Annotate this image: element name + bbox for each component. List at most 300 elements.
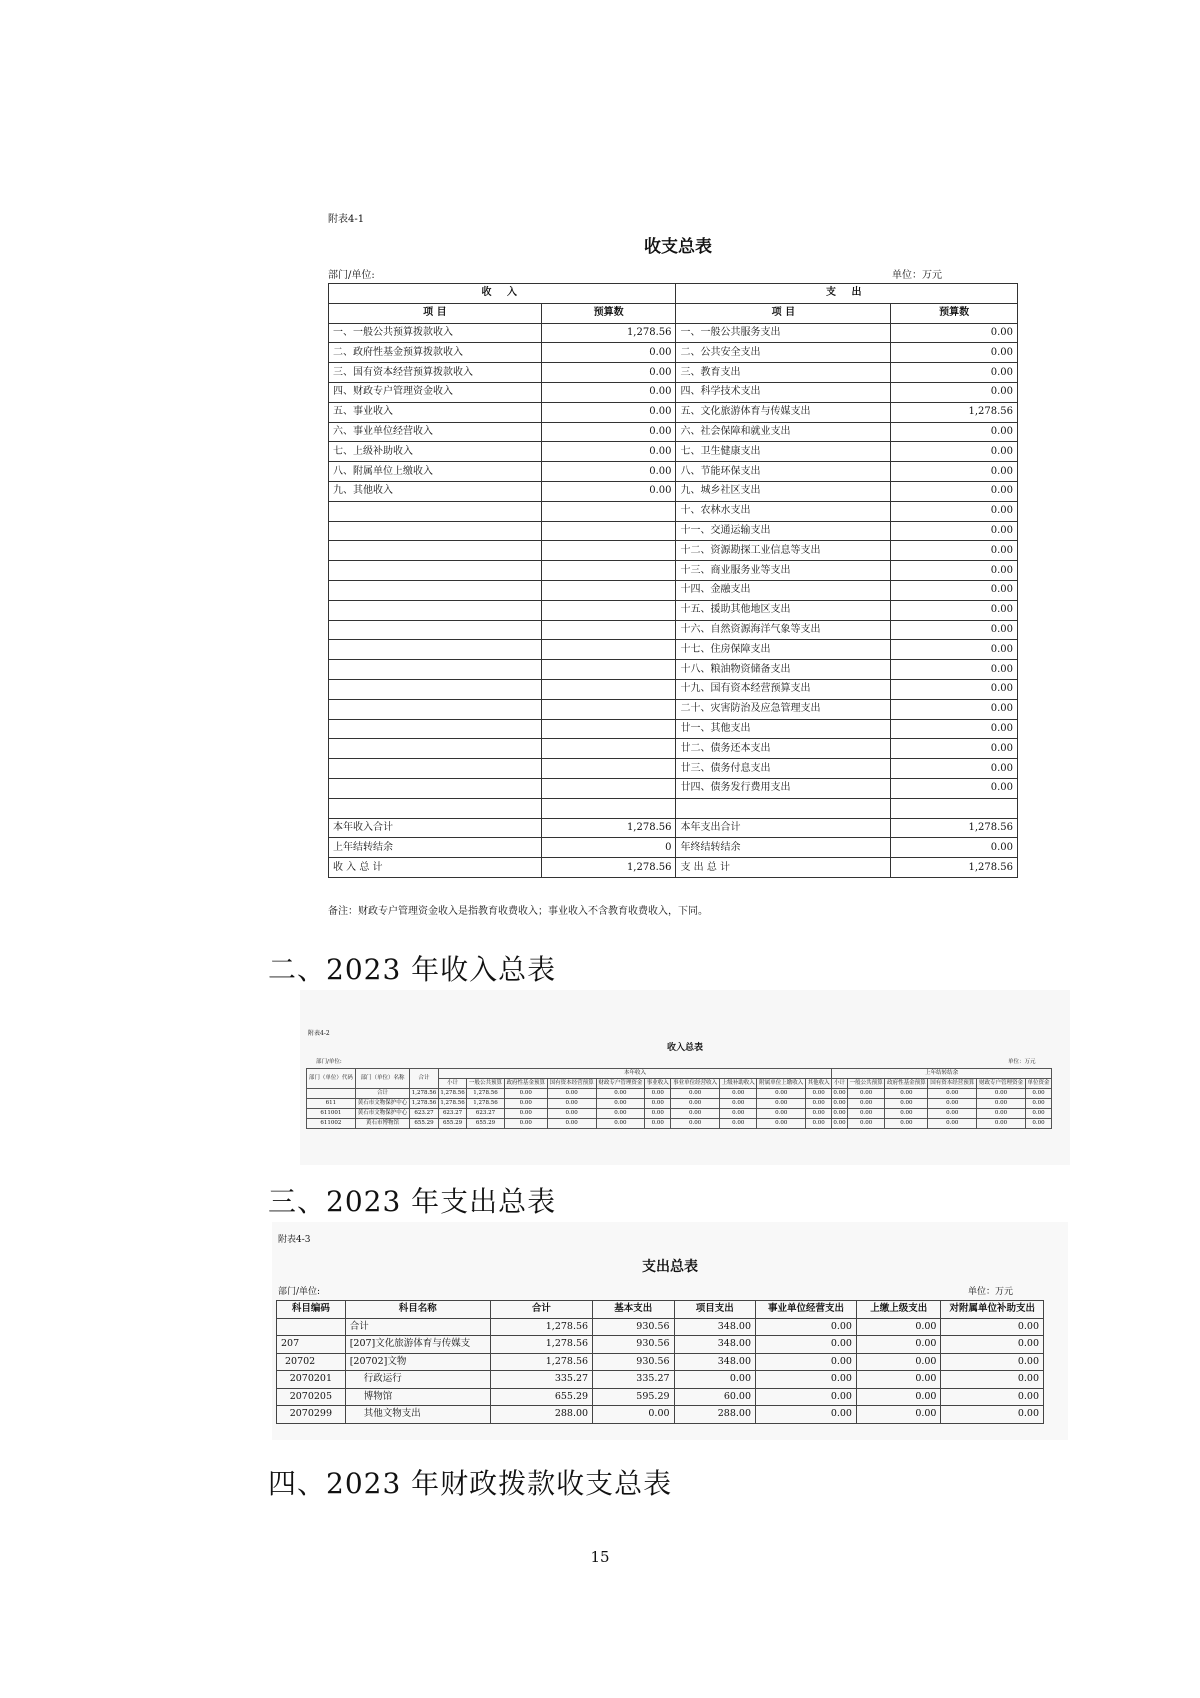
t3-cell: 2070201	[277, 1371, 346, 1389]
income-item-cell	[329, 679, 542, 699]
table-row	[277, 1353, 1044, 1371]
section3-heading: 三、2023 年支出总表	[268, 1185, 557, 1218]
income-item-cell	[329, 719, 542, 739]
income-budget-cell: 0.00	[541, 442, 676, 462]
income-budget-cell	[541, 778, 676, 798]
t2-subheader-cell: 政府性基金预算	[504, 1079, 547, 1089]
t2-cell: 0.00	[806, 1099, 832, 1109]
expense-budget-cell: 0.00	[891, 580, 1018, 600]
expense-item-cell: 廿三、债务付息支出	[676, 759, 891, 779]
income-item-cell: 六、事业单位经营收入	[329, 422, 542, 442]
t2-cell: 0.00	[928, 1109, 977, 1119]
expense-budget-cell: 0.00	[891, 462, 1018, 482]
t2-cell: 0.00	[928, 1089, 977, 1099]
t3-cell: 0.00	[856, 1353, 940, 1371]
income-summary-table	[306, 1068, 1052, 1129]
expense-budget-cell: 0.00	[891, 679, 1018, 699]
income-item-cell	[329, 640, 542, 660]
table3-title: 支出总表	[642, 1259, 698, 1275]
annex-label-2: 附表4-2	[308, 1030, 330, 1037]
income-item-cell	[329, 778, 542, 798]
t2-subheader-cell: 国有资本经营预算	[547, 1079, 596, 1089]
expense-item-cell: 廿二、债务还本支出	[676, 739, 891, 759]
t3-cell: 0.00	[941, 1388, 1044, 1406]
t2-cell: 0.00	[504, 1089, 547, 1099]
income-budget-cell	[541, 600, 676, 620]
t2-cell: 0.00	[671, 1089, 720, 1099]
t2-cell: 623.27	[438, 1109, 467, 1119]
t2-cell: 623.27	[410, 1109, 439, 1119]
t2-cell: 黄石市文物保护中心	[355, 1099, 409, 1109]
income-budget-cell: 0.00	[541, 382, 676, 402]
expense-item-cell: 十九、国有资本经营预算支出	[676, 679, 891, 699]
t3-cell: 0.00	[941, 1336, 1044, 1354]
expense-budget-cell: 1,278.56	[891, 858, 1018, 878]
table-row	[329, 323, 1018, 343]
expense-budget-cell: 0.00	[891, 660, 1018, 680]
income-budget-cell: 0.00	[541, 363, 676, 383]
t3-header-cell: 项目支出	[674, 1301, 755, 1319]
t3-header-cell: 事业单位经营支出	[756, 1301, 857, 1319]
t2-cell: 0.00	[977, 1089, 1026, 1099]
t3-cell: 930.56	[593, 1318, 674, 1336]
t2-cell: 0.00	[645, 1119, 671, 1129]
t2-subheader-cell: 其他收入	[806, 1079, 832, 1089]
t3-cell: 0.00	[856, 1388, 940, 1406]
section2-heading: 二、2023 年收入总表	[268, 953, 557, 986]
expense-item-cell: 十二、资源勘探工业信息等支出	[676, 541, 891, 561]
t2-cell: 合计	[355, 1089, 409, 1099]
col-item-income: 项 目	[329, 303, 542, 323]
t2-subheader-cell: 上级补助收入	[720, 1079, 757, 1089]
t2-cell: 0.00	[645, 1109, 671, 1119]
expense-item-cell: 二、公共安全支出	[676, 343, 891, 363]
table-row	[277, 1336, 1044, 1354]
t2-cell: 黄石市博物馆	[355, 1119, 409, 1129]
t3-cell: 2070205	[277, 1388, 346, 1406]
income-item-cell: 上年结转结余	[329, 838, 542, 858]
t2-cell: 0.00	[720, 1089, 757, 1099]
expense-budget-cell: 1,278.56	[891, 402, 1018, 422]
t3-cell: [207]文化旅游体育与传媒支	[345, 1336, 490, 1354]
income-budget-cell: 0.00	[541, 422, 676, 442]
t2-cell: 0.00	[928, 1099, 977, 1109]
table2-dept-label: 部门/单位:	[316, 1059, 342, 1065]
t3-cell: 348.00	[674, 1336, 755, 1354]
income-item-cell	[329, 699, 542, 719]
expense-item-cell: 十一、交通运输支出	[676, 521, 891, 541]
table-row	[307, 1109, 1052, 1119]
income-item-cell: 三、国有资本经营预算拨款收入	[329, 363, 542, 383]
table-row	[329, 442, 1018, 462]
t3-cell	[277, 1318, 346, 1336]
t2-cell: 0.00	[832, 1119, 848, 1129]
table2-unit-label: 单位：万元	[1008, 1059, 1036, 1065]
income-item-cell	[329, 620, 542, 640]
expense-item-cell: 十八、粮油物资储备支出	[676, 660, 891, 680]
t2-cell: 0.00	[671, 1119, 720, 1129]
t2-cell: 0.00	[977, 1109, 1026, 1119]
t2-cell: 0.00	[547, 1089, 596, 1099]
t3-header-cell: 基本支出	[593, 1301, 674, 1319]
expense-item-cell: 十六、自然资源海洋气象等支出	[676, 620, 891, 640]
table-row	[329, 462, 1018, 482]
t2-cell: 0.00	[757, 1089, 806, 1099]
t3-cell: 335.27	[593, 1371, 674, 1389]
t2-subheader-cell: 小计	[438, 1079, 467, 1089]
expense-summary-table	[276, 1300, 1044, 1424]
expense-item-cell: 五、文化旅游体育与传媒支出	[676, 402, 891, 422]
expense-item-cell: 四、科学技术支出	[676, 382, 891, 402]
t2-cell: 0.00	[596, 1119, 645, 1129]
t2-subheader-cell: 一般公共预算	[847, 1079, 884, 1089]
t3-cell: 0.00	[756, 1371, 857, 1389]
t2-cell: 0.00	[671, 1099, 720, 1109]
income-item-cell: 五、事业收入	[329, 402, 542, 422]
t3-cell: 其他文物支出	[345, 1406, 490, 1424]
income-item-cell	[329, 660, 542, 680]
t3-cell: 0.00	[941, 1353, 1044, 1371]
t2-cell: 0.00	[757, 1119, 806, 1129]
table2-title: 收入总表	[666, 1043, 703, 1053]
expense-budget-cell: 0.00	[891, 382, 1018, 402]
t2-cell: 1,278.56	[467, 1089, 504, 1099]
t3-cell: 行政运行	[345, 1371, 490, 1389]
expense-budget-cell: 0.00	[891, 481, 1018, 501]
table-row	[329, 541, 1018, 561]
t3-cell: 930.56	[593, 1336, 674, 1354]
annex-label-3: 附表4-3	[278, 1235, 311, 1245]
expense-budget-cell: 0.00	[891, 521, 1018, 541]
expense-budget-cell: 0.00	[891, 600, 1018, 620]
t2-cell: 1,278.56	[438, 1089, 467, 1099]
table-row	[329, 620, 1018, 640]
t2-cell: 655.29	[410, 1119, 439, 1129]
expense-budget-cell: 0.00	[891, 640, 1018, 660]
t2-subheader-cell: 事业收入	[645, 1079, 671, 1089]
table1-title: 收支总表	[644, 237, 712, 257]
income-budget-cell: 1,278.56	[541, 858, 676, 878]
t3-cell: 348.00	[674, 1353, 755, 1371]
income-budget-cell	[541, 739, 676, 759]
income-item-cell	[329, 561, 542, 581]
t3-cell: 595.29	[593, 1388, 674, 1406]
income-item-cell: 四、财政专户管理资金收入	[329, 382, 542, 402]
expense-budget-cell: 0.00	[891, 343, 1018, 363]
table-row	[329, 719, 1018, 739]
table-row	[329, 382, 1018, 402]
t2-cell: 655.29	[438, 1119, 467, 1129]
expense-header: 支 出	[676, 284, 1018, 304]
t2-cell: 0.00	[977, 1119, 1026, 1129]
expense-item-cell: 八、节能环保支出	[676, 462, 891, 482]
income-budget-cell	[541, 501, 676, 521]
t3-cell: 0.00	[593, 1406, 674, 1424]
expense-item-cell: 七、卫生健康支出	[676, 442, 891, 462]
income-expense-summary-table	[328, 283, 1018, 878]
t2-cell: 0.00	[720, 1109, 757, 1119]
t2-subheader-cell: 附属单位上缴收入	[757, 1079, 806, 1089]
table1-note: 备注：财政专户管理资金收入是指教育收费收入；事业收入不含教育收费收入，下同。	[328, 906, 708, 917]
t2-cell: 1,278.56	[467, 1099, 504, 1109]
income-item-cell	[329, 600, 542, 620]
t3-cell: 1,278.56	[490, 1318, 592, 1336]
income-item-cell	[329, 541, 542, 561]
t2-cell: 623.27	[467, 1109, 504, 1119]
t2-cell: 0.00	[547, 1099, 596, 1109]
income-budget-cell	[541, 699, 676, 719]
t2-cell: 611002	[307, 1119, 356, 1129]
income-item-cell	[329, 580, 542, 600]
t2-subheader-cell: 财政专户管理资金	[596, 1079, 645, 1089]
t3-cell: 60.00	[674, 1388, 755, 1406]
income-item-cell: 本年收入合计	[329, 818, 542, 838]
t2-cell: 0.00	[1025, 1119, 1051, 1129]
t2-cell: 0.00	[720, 1119, 757, 1129]
table-row	[307, 1089, 1052, 1099]
income-item-cell: 二、政府性基金预算拨款收入	[329, 343, 542, 363]
t2-cell: 0.00	[832, 1089, 848, 1099]
t2-cell: 0.00	[885, 1099, 928, 1109]
income-item-cell	[329, 798, 542, 818]
t3-cell: 2070299	[277, 1406, 346, 1424]
table-row	[329, 838, 1018, 858]
income-item-cell	[329, 501, 542, 521]
t3-cell: 1,278.56	[490, 1336, 592, 1354]
table1-dept-label: 部门/单位:	[328, 270, 375, 281]
t3-cell: 20702	[277, 1353, 346, 1371]
t2-subheader-cell: 事业单位经营收入	[671, 1079, 720, 1089]
t2-cell: 611	[307, 1099, 356, 1109]
t2-cell: 0.00	[885, 1119, 928, 1129]
income-budget-cell: 0.00	[541, 343, 676, 363]
t2-cell: 0.00	[928, 1119, 977, 1129]
t2-cell: 611001	[307, 1109, 356, 1119]
expense-budget-cell: 0.00	[891, 501, 1018, 521]
t3-header-cell: 对附属单位补助支出	[941, 1301, 1044, 1319]
col-item-expense: 项 目	[676, 303, 891, 323]
page-number: 15	[590, 1548, 610, 1566]
income-budget-cell	[541, 580, 676, 600]
t3-cell: 0.00	[674, 1371, 755, 1389]
t2-cell: 0.00	[596, 1109, 645, 1119]
table-row	[329, 739, 1018, 759]
table-row	[277, 1371, 1044, 1389]
income-header: 收 入	[329, 284, 676, 304]
expense-budget-cell: 0.00	[891, 759, 1018, 779]
t2-cell: 1,278.56	[410, 1089, 439, 1099]
expense-budget-cell	[891, 798, 1018, 818]
expense-budget-cell: 0.00	[891, 620, 1018, 640]
t2-cell: 0.00	[645, 1099, 671, 1109]
t3-cell: 348.00	[674, 1318, 755, 1336]
income-item-cell	[329, 739, 542, 759]
income-budget-cell	[541, 561, 676, 581]
section4-heading: 四、2023 年财政拨款收支总表	[268, 1467, 673, 1500]
income-budget-cell: 1,278.56	[541, 818, 676, 838]
table-row	[329, 521, 1018, 541]
t2-group-current: 本年收入	[438, 1069, 831, 1079]
income-item-cell: 一、一般公共预算拨款收入	[329, 323, 542, 343]
t3-cell: 930.56	[593, 1353, 674, 1371]
expense-item-cell: 九、城乡社区支出	[676, 481, 891, 501]
t3-cell: 0.00	[856, 1318, 940, 1336]
expense-item-cell: 十七、住房保障支出	[676, 640, 891, 660]
expense-item-cell: 一、一般公共服务支出	[676, 323, 891, 343]
t2-cell: 0.00	[720, 1099, 757, 1109]
t3-cell: 0.00	[756, 1336, 857, 1354]
t2-cell: 0.00	[847, 1089, 884, 1099]
t2-cell: 0.00	[504, 1119, 547, 1129]
expense-budget-cell: 0.00	[891, 739, 1018, 759]
income-item-cell: 九、其他收入	[329, 481, 542, 501]
expense-budget-cell: 0.00	[891, 719, 1018, 739]
expense-item-cell: 二十、灾害防治及应急管理支出	[676, 699, 891, 719]
table1-unit-label: 单位：万元	[892, 270, 942, 281]
t2-cell: 0.00	[885, 1089, 928, 1099]
table-row	[277, 1406, 1044, 1424]
t2-col-total: 合计	[410, 1069, 439, 1089]
income-budget-cell	[541, 798, 676, 818]
t3-cell: 0.00	[941, 1371, 1044, 1389]
t2-subheader-cell: 国有资本经营预算	[928, 1079, 977, 1089]
t2-cell: 0.00	[832, 1099, 848, 1109]
table-row	[329, 481, 1018, 501]
expense-item-cell: 廿一、其他支出	[676, 719, 891, 739]
t2-subheader-cell: 财政专户管理资金	[977, 1079, 1026, 1089]
t3-header-cell: 上缴上级支出	[856, 1301, 940, 1319]
t2-cell: 0.00	[757, 1109, 806, 1119]
t2-cell: 655.29	[467, 1119, 504, 1129]
t2-col-code: 部门（单位）代码	[307, 1069, 356, 1089]
t2-cell: 0.00	[504, 1099, 547, 1109]
t2-cell: 0.00	[757, 1099, 806, 1109]
t2-cell: 0.00	[1025, 1109, 1051, 1119]
income-budget-cell	[541, 719, 676, 739]
t2-cell: 0.00	[645, 1089, 671, 1099]
t2-cell: 0.00	[504, 1109, 547, 1119]
t3-cell: 655.29	[490, 1388, 592, 1406]
expense-budget-cell: 1,278.56	[891, 818, 1018, 838]
t3-cell: 0.00	[856, 1371, 940, 1389]
table-row	[329, 818, 1018, 838]
t2-cell: 0.00	[596, 1089, 645, 1099]
t2-cell: 1,278.56	[410, 1099, 439, 1109]
expense-budget-cell: 0.00	[891, 778, 1018, 798]
expense-item-cell: 本年支出合计	[676, 818, 891, 838]
annex-label-1: 附表4-1	[328, 214, 365, 225]
table-row	[329, 660, 1018, 680]
income-item-cell	[329, 521, 542, 541]
income-item-cell: 七、上级补助收入	[329, 442, 542, 462]
t2-cell: 黄石市文物保护中心	[355, 1109, 409, 1119]
income-budget-cell: 0	[541, 838, 676, 858]
income-budget-cell: 0.00	[541, 481, 676, 501]
table-row	[329, 759, 1018, 779]
income-budget-cell: 1,278.56	[541, 323, 676, 343]
expense-budget-cell: 0.00	[891, 838, 1018, 858]
t2-cell: 0.00	[832, 1109, 848, 1119]
table-row	[329, 600, 1018, 620]
t2-cell: 0.00	[847, 1109, 884, 1119]
expense-budget-cell: 0.00	[891, 422, 1018, 442]
income-budget-cell: 0.00	[541, 402, 676, 422]
income-budget-cell	[541, 679, 676, 699]
table3-unit-label: 单位：万元	[968, 1287, 1014, 1297]
t3-cell: 335.27	[490, 1371, 592, 1389]
expense-item-cell: 十、农林水支出	[676, 501, 891, 521]
t3-cell: 博物馆	[345, 1388, 490, 1406]
expense-budget-cell: 0.00	[891, 541, 1018, 561]
table-row	[329, 798, 1018, 818]
t2-cell: 1,278.56	[438, 1099, 467, 1109]
income-budget-cell	[541, 660, 676, 680]
t3-cell: 合计	[345, 1318, 490, 1336]
t3-cell: [20702]文物	[345, 1353, 490, 1371]
income-budget-cell	[541, 541, 676, 561]
expense-budget-cell: 0.00	[891, 323, 1018, 343]
t3-cell: 0.00	[941, 1406, 1044, 1424]
table-row	[329, 640, 1018, 660]
expense-item-cell: 十四、金融支出	[676, 580, 891, 600]
expense-item-cell: 六、社会保障和就业支出	[676, 422, 891, 442]
t2-cell: 0.00	[806, 1089, 832, 1099]
col-budget-expense: 预算数	[891, 303, 1018, 323]
t2-cell: 0.00	[977, 1099, 1026, 1109]
t2-subheader-cell: 政府性基金预算	[885, 1079, 928, 1089]
table-row	[329, 580, 1018, 600]
t3-cell: 0.00	[856, 1406, 940, 1424]
table-row	[329, 679, 1018, 699]
table-header-row	[277, 1301, 1044, 1319]
table-row	[329, 858, 1018, 878]
t2-subheader-cell: 一般公共预算	[467, 1079, 504, 1089]
t2-cell: 0.00	[847, 1119, 884, 1129]
t2-cell: 0.00	[671, 1109, 720, 1119]
income-budget-cell	[541, 620, 676, 640]
col-budget-income: 预算数	[541, 303, 676, 323]
table-row	[329, 501, 1018, 521]
expense-budget-cell: 0.00	[891, 561, 1018, 581]
t3-cell: 0.00	[856, 1336, 940, 1354]
table-row	[329, 402, 1018, 422]
table-row	[307, 1119, 1052, 1129]
table-row	[329, 778, 1018, 798]
t2-cell: 0.00	[885, 1109, 928, 1119]
income-item-cell: 收 入 总 计	[329, 858, 542, 878]
t2-cell	[307, 1089, 356, 1099]
t2-cell: 0.00	[806, 1109, 832, 1119]
t3-cell: 0.00	[756, 1388, 857, 1406]
t2-cell: 0.00	[1025, 1089, 1051, 1099]
table-row	[329, 561, 1018, 581]
t3-cell: 0.00	[941, 1318, 1044, 1336]
t2-cell: 0.00	[596, 1099, 645, 1109]
income-budget-cell	[541, 521, 676, 541]
expense-item-cell: 十五、援助其他地区支出	[676, 600, 891, 620]
t3-header-cell: 合计	[490, 1301, 592, 1319]
income-budget-cell: 0.00	[541, 462, 676, 482]
expense-item-cell: 支 出 总 计	[676, 858, 891, 878]
table-row	[329, 343, 1018, 363]
table-row	[329, 699, 1018, 719]
income-budget-cell	[541, 640, 676, 660]
t3-cell: 288.00	[490, 1406, 592, 1424]
t3-cell: 288.00	[674, 1406, 755, 1424]
t3-cell: 0.00	[756, 1353, 857, 1371]
t2-cell: 0.00	[847, 1099, 884, 1109]
t2-cell: 0.00	[547, 1119, 596, 1129]
